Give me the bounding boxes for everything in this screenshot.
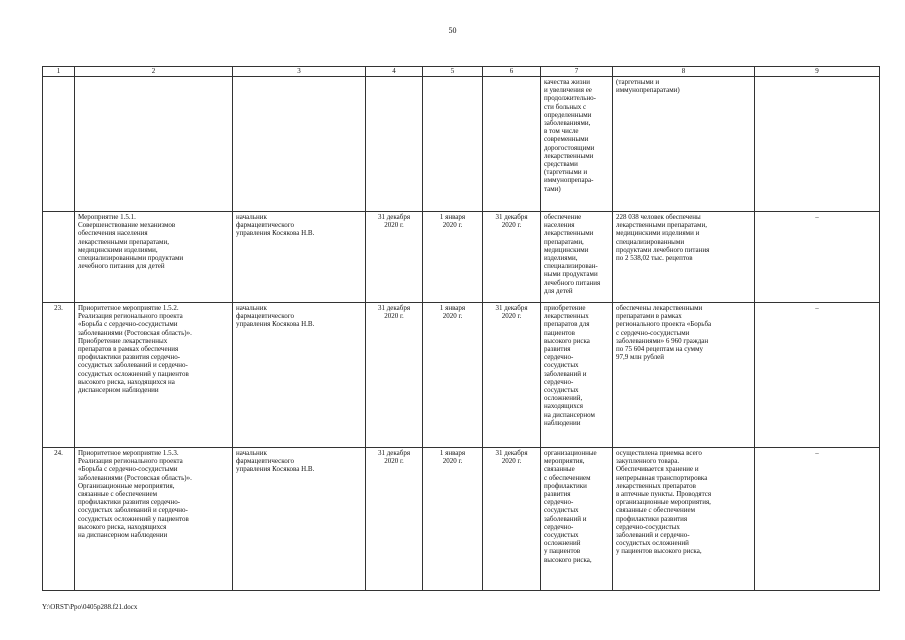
cell-line: 2020 г. [442, 457, 463, 466]
cell-line: Реализация регионального проекта [78, 457, 183, 466]
cell-line: 1 января [439, 304, 466, 312]
cell-line: сосудистых осложнений [616, 539, 689, 548]
cell-line: на диспансерном наблюдении [78, 531, 168, 540]
cell-number [43, 212, 75, 303]
cell-line: и увеличения ее [544, 86, 592, 95]
cell-line: иммунопрепара- [544, 176, 594, 185]
cell-line: специализированными продуктами [78, 254, 184, 263]
table-row [43, 77, 880, 212]
cell-line: иммунопрепаратами) [616, 86, 680, 95]
cell-line: заболеваниями (Ростовская область)». [78, 473, 192, 482]
cell-planned-end-date [366, 303, 423, 448]
col-header: 9 [755, 67, 880, 77]
cell-line: с сердечно-сосудистыми [616, 328, 690, 337]
cell-line: лекарственных препаратов [616, 481, 696, 490]
col-header: 5 [423, 67, 483, 77]
cell-planned-end-date [366, 448, 423, 591]
cell-line: Приоритетное мероприятие 1.5.3. [78, 449, 179, 457]
cell-line: 2020 г. [501, 457, 522, 466]
cell-activity-name [75, 77, 233, 212]
cell-line: 31 декабря [495, 304, 528, 312]
cell-expected-result [541, 212, 613, 303]
cell-line: осложнений [544, 539, 581, 548]
cell-expected-result [541, 303, 613, 448]
cell-line: определенными [544, 110, 592, 119]
cell-line: лекарственными [544, 151, 594, 160]
cell-note: – [755, 212, 880, 303]
cell-line: медицинскими [544, 245, 589, 254]
cell-line: 2020 г. [384, 221, 404, 230]
cell-line: препаратов для [544, 320, 590, 329]
col-header: 3 [233, 67, 366, 77]
cell-line: Приобретение лекарственных [78, 336, 168, 345]
cell-line: (таргетными и [616, 78, 660, 86]
cell-line: препаратами в рамках [616, 312, 682, 321]
cell-line: (таргетными и [544, 168, 588, 177]
cell-note [755, 77, 880, 212]
cell-line: управления Косякова Н.В. [236, 320, 315, 329]
cell-line: с обеспечением [544, 473, 591, 482]
cell-planned-end-date [366, 212, 423, 303]
col-header: 7 [541, 67, 613, 77]
cell-line: заболеваний и [544, 369, 587, 378]
col-header: 8 [613, 67, 755, 77]
cell-line: лекарственными препаратами, [616, 221, 707, 230]
cell-line: лечебного питания для детей [78, 262, 165, 271]
cell-note: – [755, 448, 880, 591]
cell-line: развития [544, 345, 571, 354]
cell-executor [233, 303, 366, 448]
cell-executor [233, 77, 366, 212]
cell-line: заболеваниями» 6 960 граждан [616, 336, 709, 345]
cell-line: сосудистых осложнений у пациентов [78, 369, 189, 378]
cell-line: 2020 г. [501, 312, 522, 321]
cell-number: 24. [43, 448, 75, 591]
cell-line: осуществлена приемка всего [616, 449, 702, 457]
cell-line: средствами [544, 160, 578, 169]
cell-executor [233, 212, 366, 303]
cell-line: специализированными [616, 237, 685, 246]
table-row [43, 303, 880, 448]
cell-line: на диспансерном [544, 410, 595, 419]
cell-line: управления Косякова Н.В. [236, 465, 315, 474]
cell-line: лекарственных [544, 312, 589, 321]
cell-line: регионального проекта «Борьба [616, 320, 712, 329]
cell-line: 31 декабря [377, 213, 411, 221]
cell-line: Приоритетное мероприятие 1.5.2. [78, 304, 179, 312]
cell-line: наблюдении [544, 418, 581, 427]
cell-line: у пациентов [544, 547, 581, 556]
cell-line: обеспечение [544, 213, 582, 221]
cell-line: медицинскими изделиями и [616, 229, 700, 238]
cell-line: ными продуктами [544, 270, 598, 279]
cell-line: сосудистых осложнений у пациентов [78, 514, 189, 523]
cell-line: Организационные мероприятия, [78, 481, 175, 490]
cell-line: заболеваний и сердечно- [616, 531, 690, 540]
cell-line: профилактики развития сердечно- [78, 353, 181, 362]
cell-line: связанные с обеспечением [616, 506, 696, 515]
cell-line: мероприятия, [544, 457, 585, 466]
cell-line: Обеспечивается хранение и [616, 465, 699, 474]
cell-line: 31 декабря [495, 213, 528, 221]
file-path-footer: Y:\ORST\Ppo\0405p288.f21.docx [42, 603, 138, 611]
cell-line: профилактики развития [616, 514, 688, 523]
cell-line: «Борьба с сердечно-сосудистыми [78, 465, 178, 474]
table-row [43, 448, 880, 591]
cell-line: обеспечены лекарственными [616, 304, 703, 312]
cell-line: высокого риска, [544, 555, 592, 564]
cell-actual-start-date [423, 77, 483, 212]
cell-line: сердечно-сосудистых [616, 522, 680, 531]
cell-line: сти больных с [544, 102, 587, 111]
cell-line: медицинскими изделиями, [78, 245, 158, 254]
cell-line: связанные с обеспечением [78, 490, 158, 499]
cell-line: сердечно- [544, 522, 574, 531]
cell-line: населения [544, 221, 575, 230]
cell-line: препаратами, [544, 237, 584, 246]
cell-line: непрерывная транспортировка [616, 473, 708, 482]
cell-line: высокого риска [544, 336, 590, 345]
cell-expected-result [541, 77, 613, 212]
cell-line: профилактики [544, 481, 587, 490]
cell-line: начальник [236, 449, 267, 457]
cell-line: 2020 г. [442, 221, 463, 230]
cell-activity-name [75, 212, 233, 303]
cell-activity-name [75, 303, 233, 448]
cell-line: 97,9 млн рублей [616, 353, 664, 362]
cell-line: лекарственными [544, 229, 594, 238]
cell-line: обеспечения населения [78, 229, 148, 238]
cell-line: диспансерном наблюдении [78, 386, 159, 395]
cell-actual-result [613, 448, 755, 591]
cell-actual-result [613, 77, 755, 212]
table-row [43, 212, 880, 303]
cell-line: Мероприятие 1.5.1. [78, 213, 136, 221]
cell-number [43, 77, 75, 212]
cell-number: 23. [43, 303, 75, 448]
cell-line: у пациентов высокого риска, [616, 547, 702, 556]
cell-line: заболеваниями, [544, 119, 591, 128]
cell-line: заболеваниями (Ростовская область)». [78, 328, 192, 337]
cell-line: в аптечные пункты. Проводятся [616, 490, 712, 499]
cell-expected-result [541, 448, 613, 591]
cell-line: высокого риска, находящихся [78, 522, 167, 531]
cell-note: – [755, 303, 880, 448]
cell-line: сосудистых [544, 506, 579, 515]
cell-actual-start-date [423, 212, 483, 303]
cell-line: связанные [544, 465, 575, 474]
col-header: 6 [483, 67, 541, 77]
cell-line: по 75 604 рецептам на сумму [616, 345, 704, 354]
cell-line: закупленного товара. [616, 457, 680, 466]
cell-executor [233, 448, 366, 591]
cell-planned-end-date [366, 77, 423, 212]
cell-line: сосудистых [544, 361, 579, 370]
cell-line: современными [544, 135, 589, 144]
cell-line: организационные мероприятия, [616, 498, 711, 507]
cell-line: тами) [544, 184, 561, 193]
cell-line: 2020 г. [384, 312, 404, 321]
page-number: 50 [448, 26, 457, 35]
cell-actual-end-date [483, 77, 541, 212]
cell-line: приобретение [544, 304, 586, 312]
cell-line: в том числе [544, 127, 579, 136]
cell-line: для детей [544, 286, 573, 295]
cell-line: дорогостоящими [544, 143, 595, 152]
col-header: 2 [75, 67, 233, 77]
report-table [42, 66, 880, 591]
cell-line: пациентов [544, 328, 575, 337]
cell-line: сосудистых заболеваний и сердечно- [78, 361, 188, 370]
cell-line: сердечно- [544, 377, 574, 386]
cell-line: фармацевтического [236, 221, 294, 230]
cell-line: сердечно- [544, 498, 574, 507]
cell-actual-end-date [483, 303, 541, 448]
col-header: 1 [43, 67, 75, 77]
cell-line: 1 января [439, 449, 466, 457]
cell-line: специализирован- [544, 262, 598, 271]
cell-line: изделиями, [544, 254, 578, 263]
cell-line: фармацевтического [236, 312, 294, 321]
cell-line: находящихся [544, 402, 583, 411]
col-header: 4 [366, 67, 423, 77]
cell-line: начальник [236, 213, 267, 221]
cell-line: управления Косякова Н.В. [236, 229, 315, 238]
cell-line: 228 038 человек обеспечены [616, 213, 701, 221]
cell-actual-result [613, 303, 755, 448]
cell-line: Совершенствование механизмов [78, 221, 176, 230]
cell-line: фармацевтического [236, 457, 294, 466]
cell-line: развития [544, 490, 571, 499]
cell-line: продолжительно- [544, 94, 597, 103]
cell-line: заболеваний и [544, 514, 587, 523]
cell-line: высокого риска, находящихся на [78, 377, 175, 386]
cell-line: «Борьба с сердечно-сосудистыми [78, 320, 178, 329]
cell-actual-start-date [423, 303, 483, 448]
cell-line: осложнений, [544, 394, 583, 403]
cell-line: 31 декабря [495, 449, 528, 457]
cell-line: начальник [236, 304, 267, 312]
cell-line: профилактики развития сердечно- [78, 498, 181, 507]
cell-line: 1 января [439, 213, 466, 221]
cell-line: Реализация регионального проекта [78, 312, 183, 321]
cell-line: препаратов в рамках обеспечения [78, 345, 179, 354]
cell-line: 2020 г. [501, 221, 522, 230]
cell-actual-start-date [423, 448, 483, 591]
cell-line: 31 декабря [377, 304, 411, 312]
cell-line: 31 декабря [377, 449, 411, 457]
cell-line: 2020 г. [442, 312, 463, 321]
cell-line: 2020 г. [384, 457, 404, 466]
cell-line: сосудистых [544, 531, 579, 540]
cell-actual-result [613, 212, 755, 303]
cell-line: продуктами лечебного питания [616, 245, 710, 254]
cell-line: организационные [544, 449, 597, 457]
cell-line: лекарственными препаратами, [78, 237, 169, 246]
cell-line: качества жизни [544, 78, 590, 86]
cell-line: сосудистых заболеваний и сердечно- [78, 506, 188, 515]
header-row [43, 67, 880, 77]
cell-line: лечебного питания [544, 278, 601, 287]
cell-activity-name [75, 448, 233, 591]
cell-line: по 2 538,02 тыс. рецептов [616, 254, 693, 263]
cell-actual-end-date [483, 448, 541, 591]
cell-line: сосудистых [544, 386, 579, 395]
cell-actual-end-date [483, 212, 541, 303]
cell-line: сердечно- [544, 353, 574, 362]
